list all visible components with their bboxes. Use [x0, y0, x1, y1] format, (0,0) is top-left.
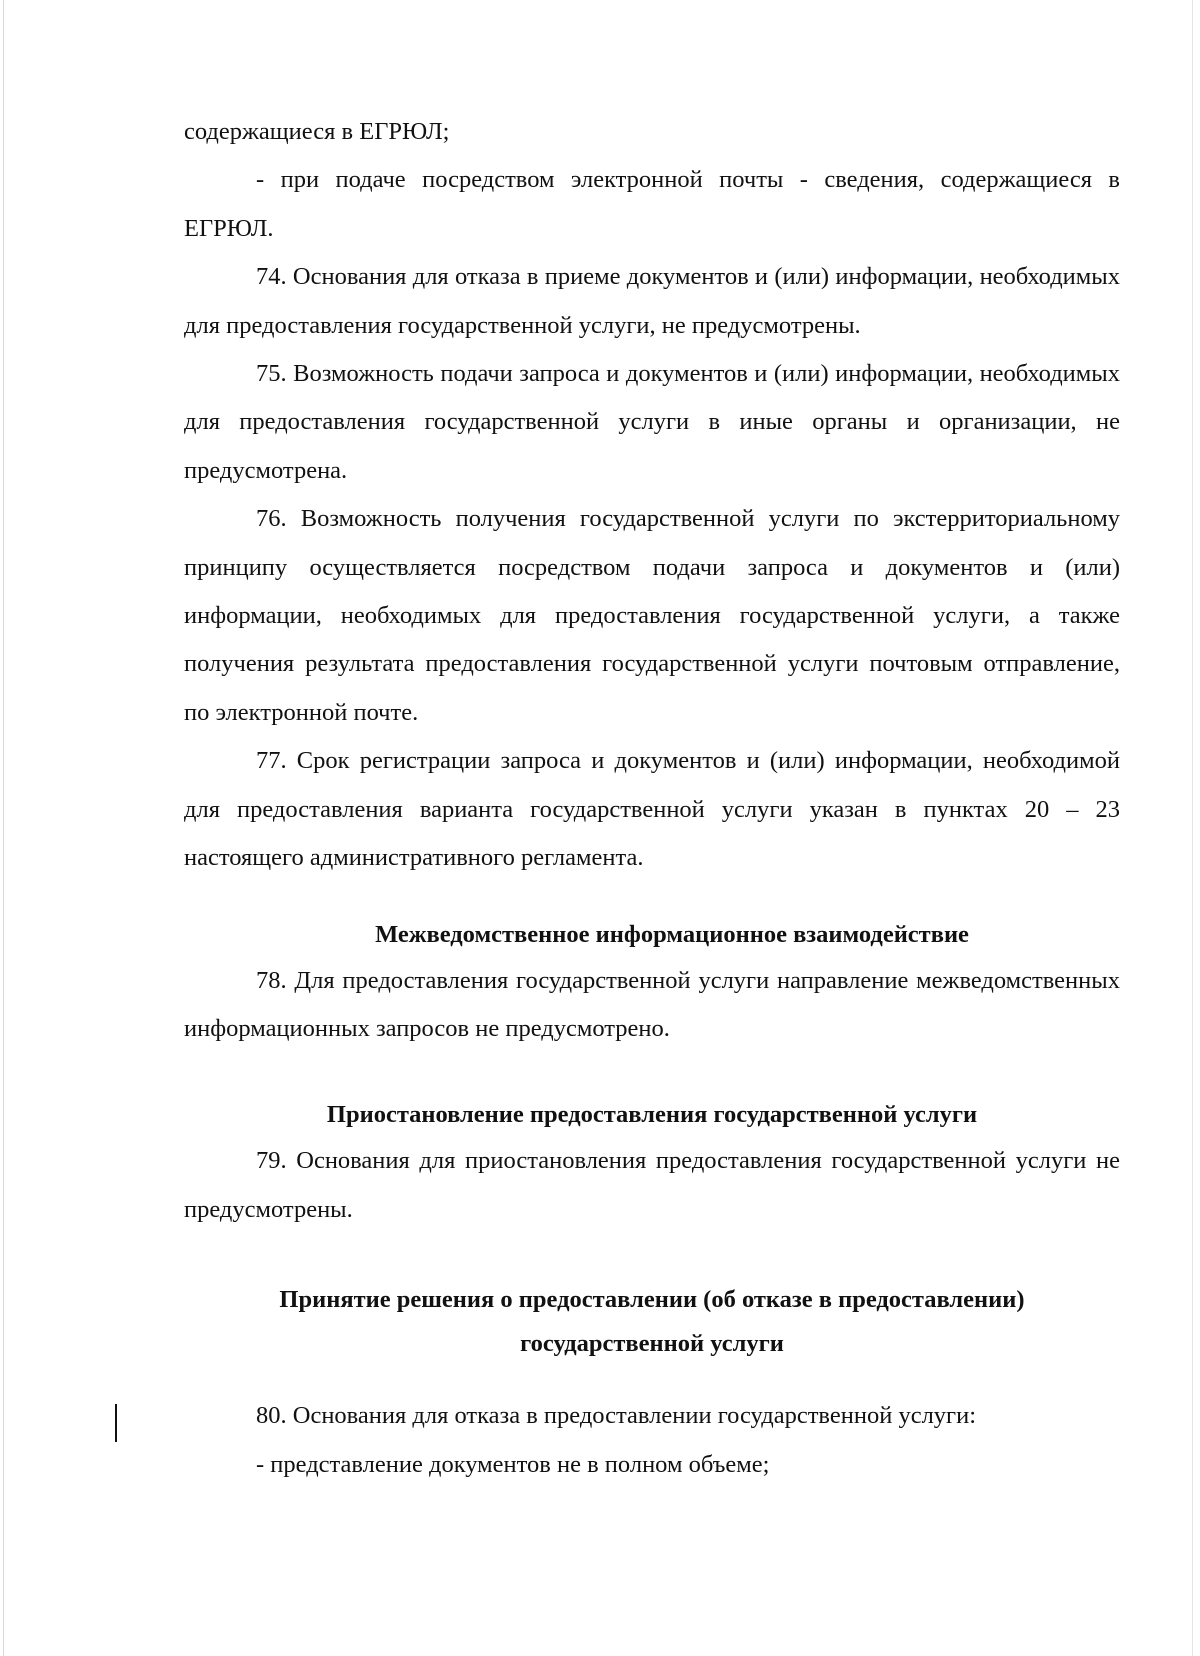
section-heading-suspension: Приостановление предоставления государственной услуги — [326, 1101, 978, 1129]
list-item-incomplete-documents: - представление документов не в полном объеме; — [256, 1450, 770, 1478]
paragraph-76: 76. Возможность получения государственной услуги по экстерриториальному принципу осуществляется посредством подачи запроса и документов и (или) информации, необходимых для предоставления государственной услуги, а также получения результата предоставления государственной услуги почтовым отправление, по электронной почте. — [184, 505, 1120, 726]
document-page — [184, 108, 1120, 1489]
section-heading-interagency: Межведомственное информационное взаимодействие — [375, 920, 969, 948]
paragraph-80: 80. Основания для отказа в предоставлении государственной услуги: — [256, 1402, 977, 1430]
margin-mark — [115, 1404, 117, 1442]
section-heading-decision-line1: Принятие решения о предоставлении (об отказе в предоставлении) — [279, 1286, 1025, 1314]
paragraph-74: 74. Основания для отказа в приеме документов и (или) информации, необходимых для предоставления государственной услуги, не предусмотрены. — [184, 263, 1120, 339]
paragraph-77: 77. Срок регистрации запроса и документов и (или) информации, необходимой для предоставления варианта государственной услуги указан в пунктах 20 – 23 настоящего административного регламента. — [184, 747, 1120, 872]
paragraph-email-submission: - при подаче посредством электронной почты - сведения, содержащиеся в ЕГРЮЛ. — [184, 166, 1120, 242]
paragraph-79: 79. Основания для приостановления предоставления государственной услуги не предусмотрены. — [184, 1147, 1120, 1223]
paragraph-78: 78. Для предоставления государственной услуги направление межведомственных информационных запросов не предусмотрено. — [184, 966, 1120, 1042]
paragraph-75: 75. Возможность подачи запроса и документов и (или) информации, необходимых для предоставления государственной услуги в иные органы и организации, не предусмотрена. — [184, 360, 1120, 484]
scan-edge-right — [1192, 0, 1193, 1656]
section-heading-decision — [184, 1278, 1120, 1366]
section-heading-decision-line2: государственной услуги — [520, 1330, 784, 1358]
scan-edge-left — [3, 0, 4, 1656]
continuation-line: содержащиеся в ЕГРЮЛ; — [184, 118, 450, 145]
